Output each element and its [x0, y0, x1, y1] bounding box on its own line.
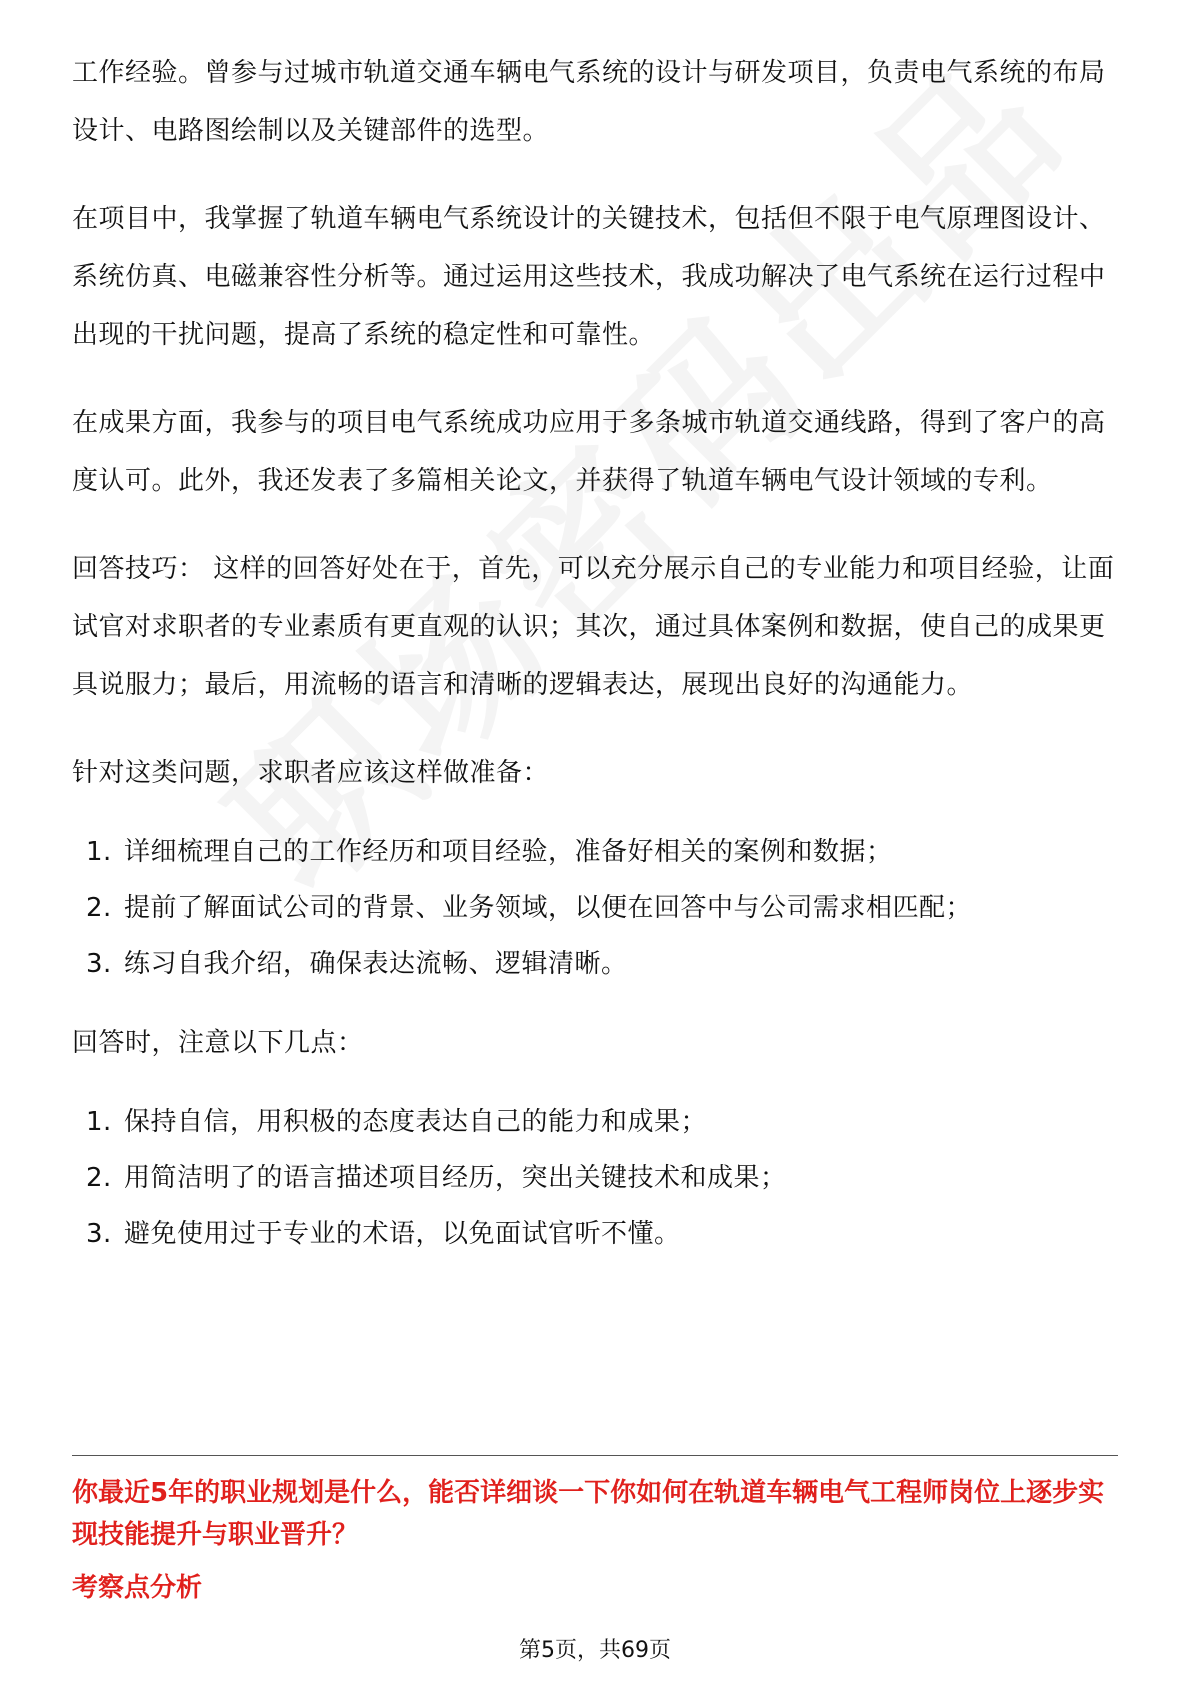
paragraph-technology: 在项目中，我掌握了轨道车辆电气系统设计的关键技术，包括但不限于电气原理图设计、系统仿真、电磁兼容性分析等。通过运用这些技术，我成功解决了电气系统在运行过程中出现的干扰问题，提高了系统的稳定性和可靠性。 — [72, 204, 1106, 350]
list-item: 1. 保持自信，用积极的态度表达自己的能力和成果； — [86, 1107, 708, 1137]
list-item: 3. 避免使用过于专业的术语，以免面试官听不懂。 — [86, 1219, 681, 1249]
list-item: 3. 练习自我介绍，确保表达流畅、逻辑清晰。 — [86, 949, 628, 979]
paragraph-answer-tips: 回答技巧： 这样的回答好处在于，首先，可以充分展示自己的专业能力和项目经验，让面试官对求职者的专业素质有更直观的认识；其次，通过具体案例和数据，使自己的成果更具说服力；最后，用流畅的语言和清晰的逻辑表达，展现出良好的沟通能力。 — [72, 554, 1115, 700]
attention-list — [72, 1094, 1118, 1262]
paragraph-attention-intro: 回答时，注意以下几点： — [72, 1028, 364, 1058]
page-content — [72, 44, 1118, 1262]
analysis-heading: 考察点分析 — [72, 1573, 203, 1603]
list-item: 1. 详细梳理自己的工作经历和项目经验，准备好相关的案例和数据； — [86, 837, 893, 867]
list-item: 2. 提前了解面试公司的背景、业务领域，以便在回答中与公司需求相匹配； — [86, 893, 973, 923]
paragraph-preparation-intro: 针对这类问题，求职者应该这样做准备： — [72, 758, 550, 788]
preparation-list — [72, 824, 1118, 992]
next-question-heading: 你最近5年的职业规划是什么，能否详细谈一下你如何在轨道车辆电气工程师岗位上逐步实现技能提升与职业晋升？ — [72, 1478, 1105, 1550]
list-item: 2. 用简洁明了的语言描述项目经历，突出关键技术和成果； — [86, 1163, 787, 1193]
page-number-footer: 第5页，共69页 — [519, 1638, 671, 1663]
paragraph-experience: 工作经验。曾参与过城市轨道交通车辆电气系统的设计与研发项目，负责电气系统的布局设计、电路图绘制以及关键部件的选型。 — [72, 58, 1106, 146]
section-divider — [72, 1455, 1118, 1456]
paragraph-results: 在成果方面，我参与的项目电气系统成功应用于多条城市轨道交通线路，得到了客户的高度认可。此外，我还发表了多篇相关论文，并获得了轨道车辆电气设计领域的专利。 — [72, 408, 1106, 496]
